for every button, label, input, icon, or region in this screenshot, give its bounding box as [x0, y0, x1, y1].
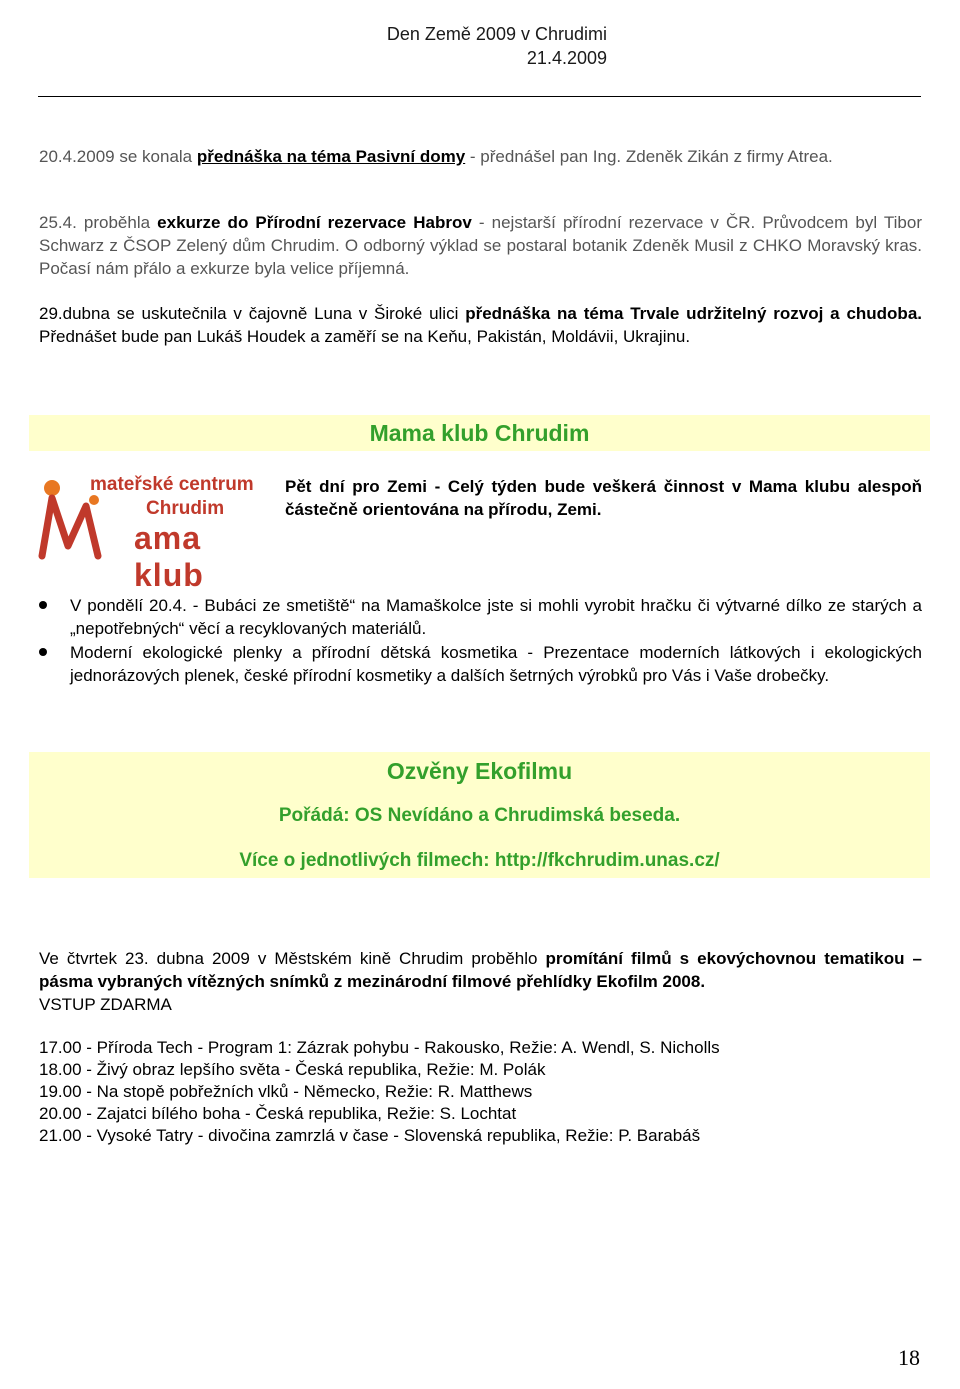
schedule-item: 18.00 - Živý obraz lepšího světa - Česká republika, Režie: M. Polák	[39, 1060, 546, 1079]
ekofilm-more-link[interactable]: Více o jednotlivých filmech: http://fkchrudim.unas.cz/	[239, 850, 720, 871]
ekofilm-band	[29, 752, 930, 878]
mama-klub-heading: Mama klub Chrudim	[369, 420, 590, 446]
logo-line3: ama klub	[134, 520, 204, 593]
film-schedule	[39, 1037, 922, 1147]
bullet-item	[39, 641, 922, 687]
schedule-item: 21.00 - Vysoké Tatry - divočina zamrzlá v čase - Slovenská republika, Režie: P. Barabáš	[39, 1126, 701, 1145]
p4-bold: promítání filmů s ekovýchovnou tematikou – pásma vybraných vítězných snímků z mezinárodní filmové přehlídky Ekofilm 2008.	[39, 949, 923, 991]
p1-text-c: - přednášel pan Ing. Zdeněk Zikán z firmy Atrea.	[465, 147, 833, 166]
paragraph-habrov	[39, 211, 922, 280]
header-divider	[38, 96, 921, 97]
p1-text-a: 20.4.2009 se konala	[39, 147, 197, 166]
mama-bullet-list	[39, 594, 922, 687]
p3-text-c: Přednášet bude pan Lukáš Houdek a zaměří se na Keňu, Pakistán, Moldávii, Ukrajinu.	[39, 327, 691, 346]
materske-centrum-logo	[38, 470, 270, 593]
paragraph-pasivni-domy	[39, 145, 922, 168]
ekofilm-organizer: Pořádá: OS Nevídáno a Chrudimská beseda.	[278, 805, 681, 826]
p3-text-a: 29.dubna se uskutečnila v čajovně Luna v Široké ulici	[39, 304, 466, 323]
header-date: 21.4.2009	[526, 48, 607, 68]
schedule-item: 17.00 - Příroda Tech - Program 1: Zázrak pohybu - Rakousko, Režie: A. Wendl, S. Nicholls	[39, 1038, 720, 1057]
page-number: 18	[898, 1345, 920, 1370]
bullet-dot-icon	[39, 601, 47, 609]
p2-text-c: - nejstarší přírodní rezervace v ČR. Průvodcem byl Tibor Schwarz z ČSOP Zelený dům Chrudim. O odborný výklad se postaral botanik Zdeněk Musil z CHKO Moravský kras. Počasí nám přálo a exkurze byla velice příjemná.	[39, 213, 922, 278]
schedule-item: 19.00 - Na stopě pobřežních vlků - Německo, Režie: R. Matthews	[39, 1082, 533, 1101]
bullet-text: Moderní ekologické plenky a přírodní dětská kosmetika - Prezentace moderních látkových i ekologických jednorázových plenek, české přírodní kosmetiky a dalších šetrných výrobků pro Vás i Vaše drobečky.	[70, 643, 922, 685]
p2-bold: exkurze do Přírodní rezervace Habrov	[157, 213, 472, 232]
p3-bold: přednáška na téma Trvale udržitelný rozvoj a chudoba.	[465, 304, 922, 323]
logo-line1: mateřské centrum	[90, 474, 254, 495]
p4-free-entry: VSTUP ZDARMA	[39, 995, 172, 1014]
p1-link: přednáška na téma Pasivní domy	[196, 147, 466, 166]
p4-text-a: Ve čtvrtek 23. dubna 2009 v Městském kině Chrudim proběhlo	[39, 949, 546, 968]
header-title: Den Země 2009 v Chrudimi	[386, 24, 607, 44]
mama-klub-band	[29, 415, 930, 451]
mama-klub-intro: Pět dní pro Zemi - Celý týden bude veškerá činnost v Mama klubu alespoň částečně orientována na přírodu, Zemi.	[285, 477, 922, 519]
schedule-item: 20.00 - Zajatci bílého boha - Česká republika, Režie: S. Lochtat	[39, 1104, 517, 1123]
ekofilm-heading: Ozvěny Ekofilmu	[386, 758, 573, 784]
paragraph-luna	[39, 302, 922, 348]
page-header	[0, 22, 960, 70]
bullet-text: V pondělí 20.4. - Bubáci ze smetiště“ na Mamaškolce jste si mohli vyrobit hračku či výtvarné dílko ze starých a „nepotřebných“ věcí a recyklovaných materiálů.	[70, 596, 922, 638]
bullet-dot-icon	[39, 648, 47, 656]
p2-text-a: 25.4. proběhla	[39, 213, 158, 232]
logo-line2: Chrudim	[146, 498, 225, 519]
bullet-item	[39, 594, 922, 640]
paragraph-ekofilm	[39, 947, 922, 1016]
logo-figure-icon	[38, 476, 138, 562]
